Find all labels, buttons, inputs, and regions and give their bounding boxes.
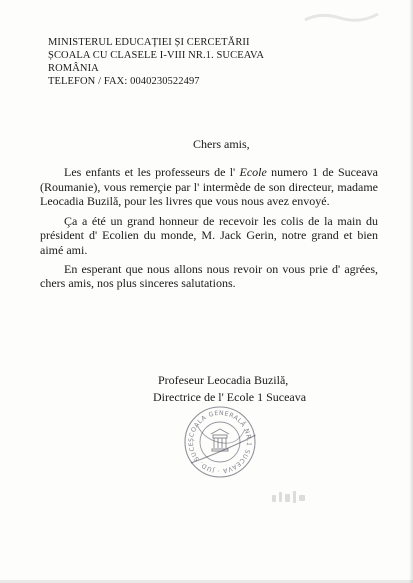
paragraph-1-end: numero 1 de Suceava (Roumanie), vous remerçie par l' intermède de son directeur, madame Leocadia Buzilă, pour les livres que vous nous avez envoyé. — [40, 165, 378, 209]
signatory-name: Profeseur Leocadia Buzilă, — [158, 373, 289, 387]
paragraph-1-start: Les enfants et les professeurs de l' — [64, 165, 240, 179]
ecole-word: Ecole — [239, 165, 267, 179]
letterhead — [48, 36, 264, 88]
scan-edge — [409, 0, 413, 583]
svg-text:ȘCOALA GENERALĂ NR.1 SUCEAVA · — [183, 405, 252, 474]
school-line: ȘCOALA CU CLASELE I-VIII NR.1. SUCEAVA — [48, 50, 265, 61]
official-stamp — [183, 405, 257, 479]
body-paragraph-2: Ça a été un grand honneur de recevoir les colis de la main du président d' Ecolien du monde, M. Jack Gerin, notre grand et bien aimé ami. — [40, 213, 378, 257]
body-paragraph-3: En esperant que nous allons nous revoir on vous prie d' agrées, chers amis, nos plus sinceres salutations. — [40, 261, 378, 291]
scan-artifact — [300, 8, 380, 28]
letter-body — [40, 165, 378, 295]
phone-fax-line: TELEFON / FAX: 0040230522497 — [48, 76, 200, 87]
country-line: ROMÂNIA — [48, 63, 99, 74]
stamp-ring-text: ȘCOALA GENERALĂ NR.1 SUCEAVA · JUD. SUCE — [187, 409, 253, 475]
signature-block — [153, 372, 306, 406]
body-paragraph-1 — [40, 165, 378, 209]
faint-stamp-mark — [270, 487, 310, 509]
ministry-line: MINISTERUL EDUCAȚIEI ȘI CERCETĂRII — [48, 37, 250, 48]
signatory-title: Directrice de l' Ecole 1 Suceava — [153, 390, 307, 404]
salutation: Chers amis, — [193, 137, 250, 151]
